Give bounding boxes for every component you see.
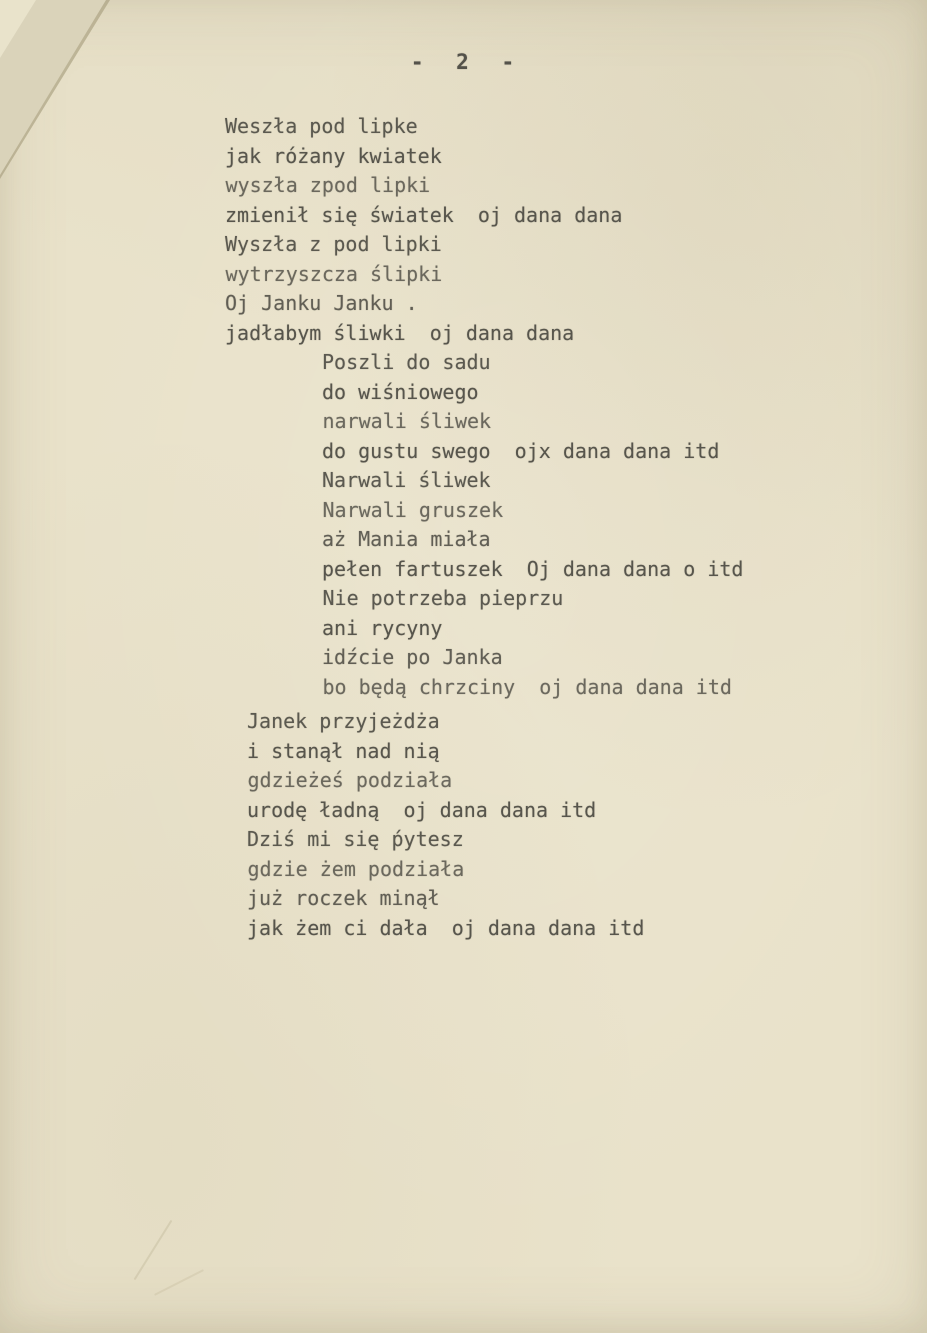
poem-line: zmienił się światek oj dana dana — [225, 202, 623, 227]
poem-line: jak różany kwiatek — [225, 143, 442, 168]
poem-line: do gustu swego ojx dana dana itd — [322, 438, 720, 463]
poem-line: bo będą chrzciny oj dana dana itd — [322, 674, 732, 699]
poem-line: urodę ładną oj dana dana itd — [247, 797, 597, 822]
stanza-block-2 — [322, 348, 743, 702]
poem-line: Poszli do sadu — [322, 350, 491, 374]
poem-line: Dziś mi się ṕytesz — [247, 827, 464, 851]
poem-line: Narwali gruszek — [322, 497, 504, 522]
poem-line: Wyszła z pod lipki — [225, 232, 442, 256]
poem-line: pełen fartuszek Oj dana dana o itd — [322, 556, 744, 581]
poem-line: wytrzyszcza ślipki — [225, 261, 443, 286]
poem-line: jak żem ci dała oj dana dana itd — [247, 915, 645, 940]
poem-line: narwali śliwek — [322, 409, 492, 433]
poem-line: Nie potrzeba pieprzu — [322, 586, 564, 610]
poem-line: idźcie po Janka — [322, 645, 503, 669]
poem-line: gdzie żem podziała — [247, 856, 465, 881]
poem-line: Janek przyjeżdża — [247, 709, 440, 733]
page-number: - 2 - — [410, 50, 517, 74]
paper-crease — [134, 1220, 173, 1280]
stanza-block-3 — [247, 707, 644, 943]
paper-crease — [154, 1269, 204, 1296]
poem-line: już roczek minął — [247, 886, 440, 910]
stanza-block-1 — [225, 112, 622, 348]
poem-line: gdzieżeś podziała — [247, 768, 453, 792]
poem-line: ani rycyny — [322, 615, 443, 640]
poem-line: i stanął nad nią — [247, 738, 440, 763]
poem-line: do wiśniowego — [322, 379, 479, 404]
poem-line: aż Mania miała — [322, 527, 491, 551]
poem-line: Oj Janku Janku . — [225, 291, 418, 315]
poem-line: Weszła pod lipke — [225, 114, 418, 138]
poem-line: Narwali śliwek — [322, 468, 491, 492]
poem-line: jadłabym śliwki oj dana dana — [225, 320, 575, 345]
poem-line: wyszła zpod lipki — [225, 173, 431, 197]
